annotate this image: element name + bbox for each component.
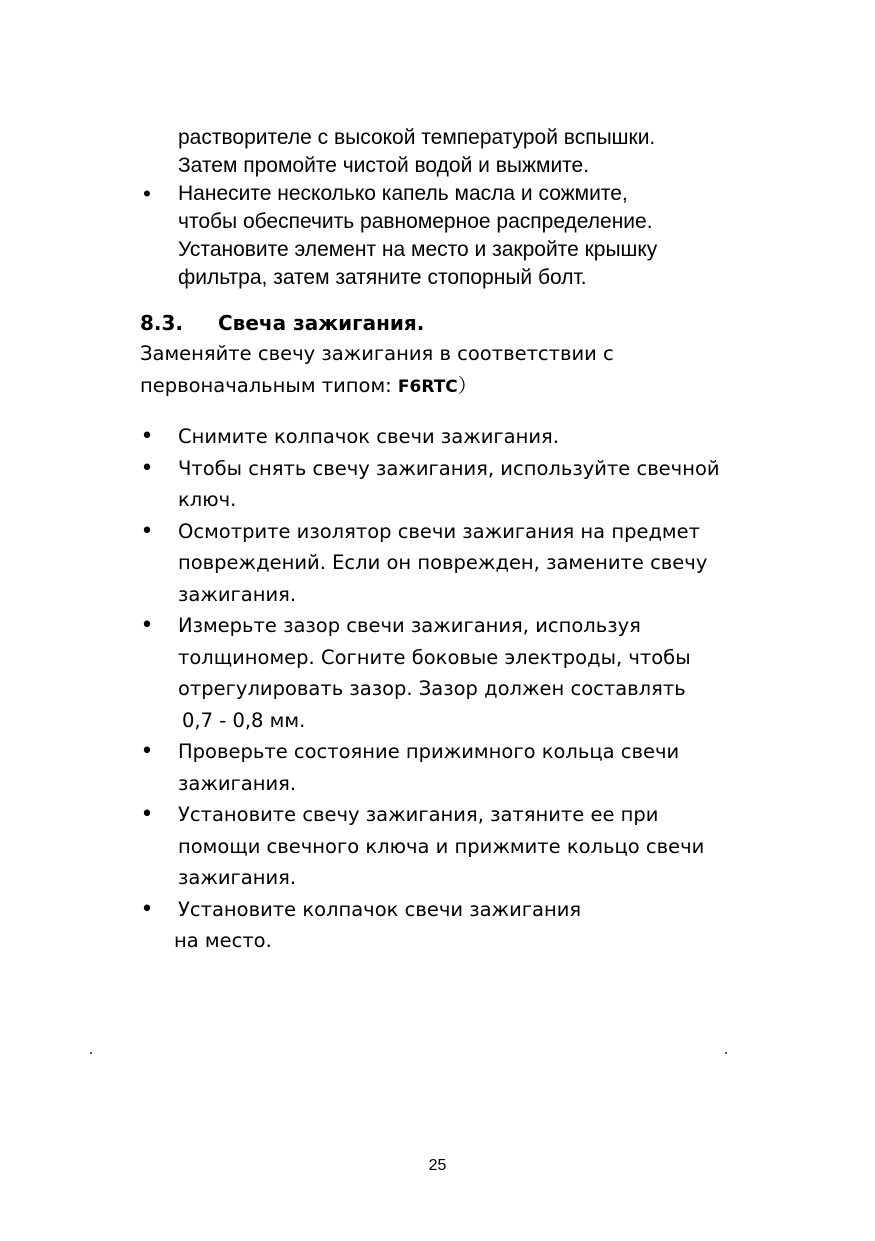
text-line: толщиномер. Согните боковые электроды, чтобы	[178, 645, 691, 669]
spark-plug-steps-list	[140, 421, 790, 957]
bullet-icon: •	[140, 518, 154, 544]
text-line: Заменяйте свечу зажигания в соответствии с	[140, 342, 614, 365]
bullet-icon: •	[143, 181, 151, 206]
text-line: растворителе с высокой температурой вспышки.	[178, 126, 656, 149]
text-line: ключ.	[178, 488, 237, 511]
text-line: Установите колпачок свечи зажигания	[178, 897, 582, 921]
bullet-icon: •	[140, 613, 154, 638]
continuation-paragraph	[178, 124, 818, 180]
text-line: отрегулировать зазор. Зазор должен составлять	[178, 677, 686, 700]
list-item	[140, 799, 790, 894]
bullet-icon: •	[140, 455, 154, 481]
text-line: Чтобы снять свечу зажигания, используйте свечной	[178, 456, 720, 480]
text-line: зажигания.	[178, 866, 297, 889]
margin-dot	[90, 1052, 92, 1054]
text-line: Осмотрите изолятор свечи зажигания на предмет	[178, 519, 700, 543]
bullet-icon: •	[140, 424, 154, 449]
bullet-icon: •	[140, 896, 154, 922]
text-line: чтобы обеспечить равномерное распределение.	[178, 210, 653, 233]
filter-bullet-list	[140, 180, 820, 292]
text-line: Нанесите несколько капель масла и сожмите,	[178, 182, 628, 205]
page-number: 25	[428, 1157, 447, 1174]
list-item	[140, 894, 790, 957]
text-line	[140, 370, 780, 403]
text-line: Затем промойте чистой водой и выжмите.	[178, 154, 590, 177]
intro-suffix: ）	[457, 374, 478, 397]
intro-paragraph	[140, 338, 780, 403]
margin-dot	[725, 1052, 727, 1054]
text-line: Установите свечу зажигания, затяните ее при	[178, 803, 659, 826]
text-line: фильтра, затем затяните стопорный болт.	[178, 266, 587, 289]
text-line: 0,7 - 0,8 мм.	[182, 708, 306, 732]
text-line: зажигания.	[178, 771, 297, 795]
list-item	[140, 610, 790, 736]
text-line: Снимите колпачок свечи зажигания.	[178, 425, 559, 448]
intro-prefix: первоначальным типом:	[140, 374, 398, 397]
bullet-icon: •	[140, 802, 154, 827]
section-title: Свеча зажигания.	[218, 311, 425, 335]
text-line: помощи свечного ключа и прижмите кольцо свечи	[178, 834, 705, 858]
text-line: Установите элемент на место и закройте крышку	[178, 238, 658, 261]
list-item	[140, 736, 790, 799]
text-line: Измерьте зазор свечи зажигания, используя	[178, 614, 641, 637]
section-number: 8.3.	[140, 311, 184, 335]
section-heading	[140, 308, 424, 338]
text-line: на место.	[174, 929, 272, 952]
text-line: Проверьте состояние прижимного кольца свечи	[178, 740, 680, 763]
text-line: зажигания.	[178, 582, 297, 606]
list-item	[140, 421, 790, 453]
text-line: повреждений. Если он поврежден, замените свечу	[178, 551, 708, 574]
list-item	[140, 516, 790, 611]
list-item	[140, 453, 790, 516]
bullet-icon: •	[140, 739, 154, 764]
spark-plug-model: F6RTC	[397, 377, 458, 397]
list-item	[140, 180, 820, 292]
